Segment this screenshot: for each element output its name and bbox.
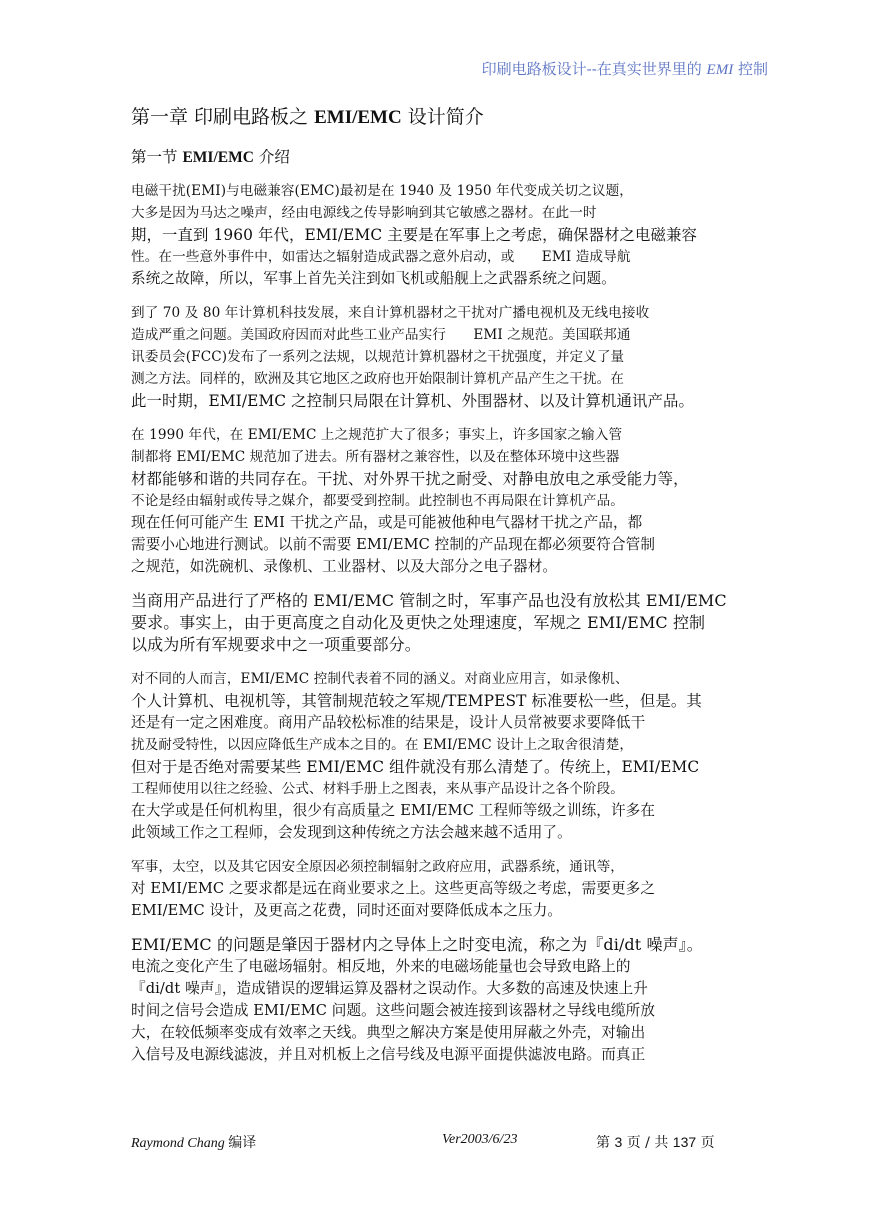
footer-author (131, 1132, 256, 1152)
paragraph-line: 此一时期，EMI/EMC 之控制只局限在计算机、外围器材、以及计算机通讯产品。 (131, 392, 694, 410)
paragraph-line: 材都能够和谐的共同存在。干扰、对外界干扰之耐受、对静电放电之承受能力等， (131, 470, 689, 488)
paragraph-line: 讯委员会(FCC)发布了一系列之法规，以规范计算机器材之干扰强度，并定义了量 (131, 349, 625, 365)
paragraph-line: EMI/EMC 设计，及更高之花费，同时还面对要降低成本之压力。 (131, 902, 563, 919)
paragraph-line: 大多是因为马达之噪声，经由电源线之传导影响到其它敏感之器材。在此一时 (131, 205, 597, 221)
chapter-title-prefix: 第一章 印刷电路板之 (131, 106, 309, 128)
paragraph-line: 电磁干扰(EMI)与电磁兼容(EMC)最初是在 1940 及 1950 年代变成关切之议题， (131, 183, 633, 199)
paragraph-government (131, 856, 771, 922)
paragraph-line: 个人计算机、电视机等，其管制规范较之军规/TEMPEST 标准要松一些，但是。其 (131, 692, 702, 710)
paragraph-line: 不论是经由辐射或传导之媒介，都要受到控制。此控制也不再局限在计算机产品。 (131, 493, 624, 509)
paragraph-line: 在大学或是任何机构里，很少有高质量之 EMI/EMC 工程师等级之训练，许多在 (131, 802, 656, 819)
running-header (482, 58, 768, 79)
paragraph-line: 现在任何可能产生 EMI 干扰之产品，或是可能被他种电气器材干扰之产品，都 (131, 514, 643, 531)
paragraph-line: 对 EMI/EMC 之要求都是远在商业要求之上。这些更高等级之考虑，需要更多之 (131, 880, 656, 897)
page-footer (131, 1132, 771, 1152)
paragraph-line: 期，一直到 1960 年代，EMI/EMC 主要是在军事上之考虑，确保器材之电磁兼容 (131, 226, 698, 244)
paragraph-line: 性。在一些意外事件中，如雷达之辐射造成武器之意外启动，或 EMI 造成导航 (131, 249, 631, 265)
paragraph-line: 入信号及电源线滤波，并且对机板上之信号线及电源平面提供滤波电路。而真正 (131, 1046, 646, 1063)
paragraph-line: EMI/EMC 的问题是肇因于器材内之导体上之时变电流，称之为『di/dt 噪声』。 (131, 935, 703, 954)
paragraph-line: 系统之故障，所以，军事上首先关注到如飞机或船舰上之武器系统之问题。 (131, 270, 616, 287)
paragraph-line: 『di/dt 噪声』，造成错误的逻辑运算及器材之误动作。大多数的高速及快速上升 (131, 980, 648, 997)
paragraph-line: 时间之信号会造成 EMI/EMC 问题。这些问题会被连接到该器材之导线电缆所放 (131, 1002, 656, 1019)
running-header-suffix: 控制 (737, 60, 768, 78)
section-title (131, 145, 290, 167)
footer-version: Ver2003/6/23 (442, 1132, 518, 1147)
paragraph-line: 要求。事实上，由于更高度之自动化及更快之处理速度，军规之 EMI/EMC 控制 (131, 613, 706, 632)
footer-page-number (596, 1132, 715, 1152)
paragraph-line: 到了 70 及 80 年计算机科技发展，来自计算机器材之干扰对广播电视机及无线电接收 (131, 305, 650, 321)
paragraph-line: 测之方法。同样的，欧洲及其它地区之政府也开始限制计算机产品产生之干扰。在 (131, 371, 624, 387)
paragraph-line: 在 1990 年代，在 EMI/EMC 上之规范扩大了很多；事实上，许多国家之输入管 (131, 427, 623, 443)
paragraph-line: 之规范，如洗碗机、录像机、工业器材、以及大部分之电子器材。 (131, 558, 558, 575)
running-header-prefix: 印刷电路板设计--在真实世界里的 (481, 60, 702, 78)
paragraph-line: 大，在较低频率变成有效率之天线。典型之解决方案是使用屏蔽之外壳，对输出 (131, 1024, 646, 1041)
paragraph-military (131, 590, 771, 656)
page-label-3: 页 (700, 1135, 715, 1151)
footer-author-name: Raymond Chang (131, 1136, 225, 1151)
body-text (131, 180, 771, 1078)
paragraph-line: 需要小心地进行测试。以前不需要 EMI/EMC 控制的产品现在都必须要符合管制 (131, 536, 656, 553)
running-header-emi: EMI (706, 62, 734, 78)
page-current: 3 (614, 1134, 623, 1150)
paragraph-line: 对不同的人而言，EMI/EMC 控制代表着不同的涵义。对商业应用言，如录像机、 (131, 671, 629, 687)
chapter-title (131, 102, 484, 129)
paragraph-line: 造成严重之问题。美国政府因而对此些工业产品实行 EMI 之规范。美国联邦通 (131, 327, 631, 343)
page-total: 137 (672, 1134, 697, 1150)
paragraph-emi-history (131, 180, 771, 290)
paragraph-line: 当商用产品进行了严格的 EMI/EMC 管制之时，军事产品也没有放松其 EMI/EMC (131, 591, 727, 610)
paragraph-line: 还是有一定之困难度。商用产品较松标准的结果是，设计人员常被要求要降低干 (131, 714, 646, 731)
paragraph-computer-era (131, 302, 771, 412)
paragraph-1990s (131, 424, 771, 578)
paragraph-line: 工程师使用以往之经验、公式、材料手册上之图表，来从事产品设计之各个阶段。 (131, 781, 624, 797)
section-title-suffix: 介绍 (258, 148, 290, 166)
section-title-bold: EMI/EMC (182, 149, 254, 166)
paragraph-line: 电流之变化产生了电磁场辐射。相反地，外来的电磁场能量也会导致电路上的 (131, 958, 631, 975)
paragraph-line: 扰及耐受特性，以因应降低生产成本之目的。在 EMI/EMC 设计上之取舍很清楚， (131, 737, 634, 753)
paragraph-line: 但对于是否绝对需要某些 EMI/EMC 组件就没有那么清楚了。传统上，EMI/EMC (131, 758, 700, 776)
paragraph-didt-noise (131, 934, 771, 1066)
section-title-prefix: 第一节 (131, 148, 178, 166)
chapter-title-suffix: 设计简介 (407, 106, 484, 128)
paragraph-line: 以成为所有军规要求中之一项重要部分。 (131, 635, 421, 654)
paragraph-meanings (131, 668, 771, 844)
chapter-title-bold: EMI/EMC (314, 107, 402, 128)
page-label-2: 页 / 共 (626, 1135, 669, 1151)
paragraph-line: 制都将 EMI/EMC 规范加了进去。所有器材之兼容性，以及在整体环境中这些器 (131, 449, 620, 465)
page-label-1: 第 (596, 1135, 610, 1151)
paragraph-line: 军事，太空，以及其它因安全原因必须控制辐射之政府应用，武器系统，通讯等， (131, 859, 624, 875)
paragraph-line: 此领域工作之工程师，会发现到这种传统之方法会越来越不适用了。 (131, 824, 572, 841)
footer-author-role: 编译 (228, 1135, 257, 1151)
